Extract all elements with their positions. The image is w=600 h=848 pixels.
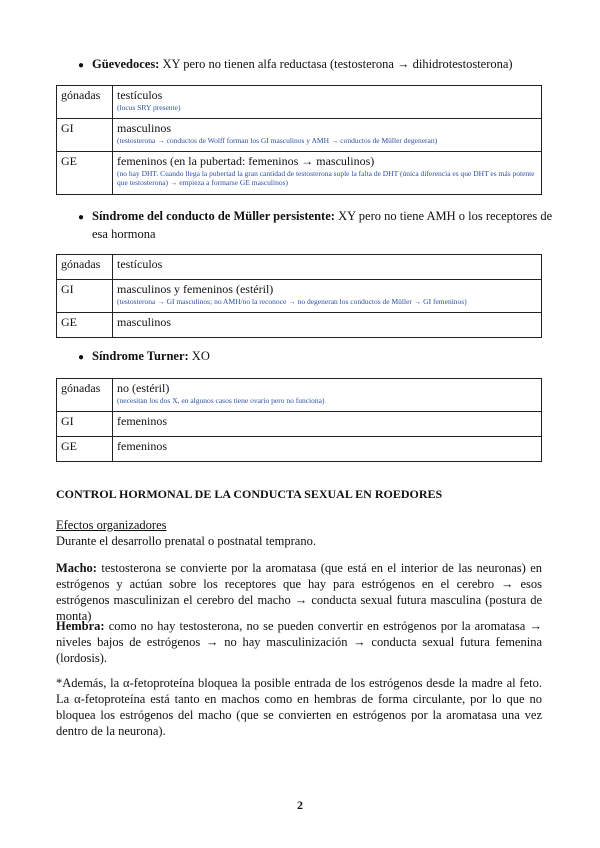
table-row <box>57 152 542 195</box>
row-key: GI <box>57 412 113 437</box>
row-value <box>113 119 542 152</box>
bullet-text: XY pero no tienen alfa reductasa (testosterona → dihidrotestosterona) <box>159 57 513 71</box>
value-note: (locus SRY presente) <box>117 103 181 112</box>
row-value <box>113 379 542 412</box>
table-row <box>57 313 542 338</box>
bullet-term: Síndrome del conducto de Müller persistente: <box>92 209 335 223</box>
hembra-term: Hembra: <box>56 619 105 633</box>
bullet-guevedoces <box>78 56 562 74</box>
paragraph-hembra <box>56 618 542 666</box>
value-note: (no hay DHT. Cuando llega la pubertad la gran cantidad de testosterona suple la falta de DHT (única diferencia es que DHT es más potente que testosterona) → empieza a formarse GE masculinos) <box>117 169 535 187</box>
bullet-dot-icon: ● <box>78 212 85 223</box>
value-text: masculinos <box>117 315 171 329</box>
value-note: (necesitan los dos X, en algunos casos tiene ovario pero no funciona) <box>117 396 325 405</box>
value-text: masculinos <box>117 121 171 135</box>
value-note: (testosterona → conductos de Wolff forman los GI masculinos y AMH → conductos de Müller degeneran) <box>117 136 438 145</box>
table-guevedoces <box>56 85 542 195</box>
macho-text: testosterona se convierte por la aromatasa (que está en el interior de las neuronas) en estrógenos y actúan sobre los receptores que hay para estrógenos en el cerebro → esos estrógenos masculinizan el cerebro del macho → conducta sexual futura masculina (postura de monta) <box>56 561 542 623</box>
row-value <box>113 412 542 437</box>
row-key: GI <box>57 119 113 152</box>
bullet-dot-icon: ● <box>78 60 85 71</box>
paragraph-note: *Además, la α-fetoproteína bloquea la posible entrada de los estrógenos desde la madre al feto. La α-fetoproteína está tanto en machos como en hembras de forma circulante, por lo que no bloquea los estrógenos del macho (que se convierten en estrógenos por la aromatasa una vez dentro de la neurona). <box>56 676 542 738</box>
table-row <box>57 379 542 412</box>
row-key: GE <box>57 152 113 195</box>
bullet-term: Güevedoces: <box>92 57 160 71</box>
table-row <box>57 280 542 313</box>
table-row <box>57 437 542 462</box>
value-text: no (estéril) <box>117 381 170 395</box>
row-key: GE <box>57 437 113 462</box>
row-value <box>113 437 542 462</box>
bullet-text: XY pero no tiene AMH o los receptores de esa hormona <box>92 209 553 241</box>
value-text: masculinos y femeninos (estéril) <box>117 282 274 296</box>
hembra-text: como no hay testosterona, no se pueden convertir en estrógenos por la aromatasa → niveles bajos de estrógenos → no hay masculinización → conducta sexual futura femenina (lordosis). <box>56 619 542 665</box>
row-key: GE <box>57 313 113 338</box>
row-value <box>113 255 542 280</box>
table-row <box>57 119 542 152</box>
value-text: femeninos <box>117 439 167 453</box>
page-number: 2 <box>297 798 303 812</box>
row-value <box>113 152 542 195</box>
row-key: GI <box>57 280 113 313</box>
value-text: femeninos (en la pubertad: femeninos → masculinos) <box>117 154 375 168</box>
section-intro: Durante el desarrollo prenatal o postnatal temprano. <box>56 534 316 548</box>
table-row <box>57 86 542 119</box>
row-key: gónadas <box>57 255 113 280</box>
row-value <box>113 313 542 338</box>
table-muller <box>56 254 542 338</box>
macho-term: Macho: <box>56 561 97 575</box>
row-value <box>113 86 542 119</box>
row-key: gónadas <box>57 86 113 119</box>
table-turner <box>56 378 542 462</box>
section-subtitle: Efectos organizadores <box>56 518 167 532</box>
section-heading: CONTROL HORMONAL DE LA CONDUCTA SEXUAL EN ROEDORES <box>56 487 443 501</box>
paragraph-macho <box>56 560 542 624</box>
table-row <box>57 412 542 437</box>
row-key: gónadas <box>57 379 113 412</box>
bullet-term: Síndrome Turner: <box>92 349 189 363</box>
bullet-text: XO <box>188 349 210 363</box>
value-text: testículos <box>117 88 163 102</box>
row-value <box>113 280 542 313</box>
value-text: testículos <box>117 257 163 271</box>
bullet-turner <box>78 348 562 366</box>
bullet-dot-icon: ● <box>78 352 85 363</box>
bullet-muller <box>78 208 562 242</box>
value-text: femeninos <box>117 414 167 428</box>
table-row <box>57 255 542 280</box>
section-subtitle-block <box>56 517 542 549</box>
value-note: (testosterona → GI masculinos; no AMH/no la reconoce → no degeneran los conductos de Müller → GI femeninos) <box>117 297 467 306</box>
